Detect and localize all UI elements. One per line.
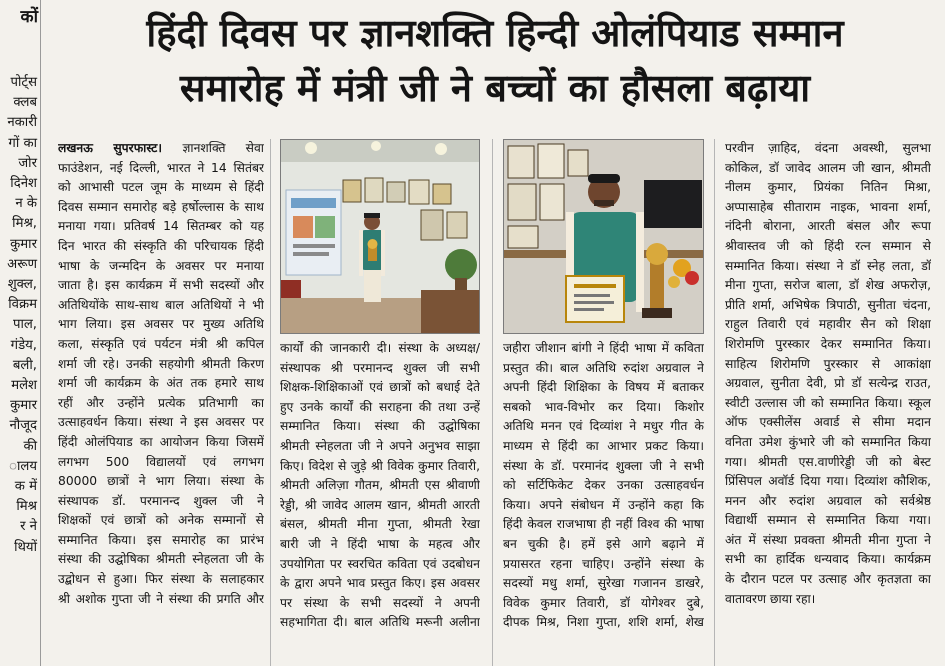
article-column-1	[58, 139, 264, 666]
text-line: वनिता उमेश कुंभारे जी को सम्मानित किया	[725, 434, 931, 449]
text-line: माध्यम से हिंदी का आभार प्रकट किया।	[503, 438, 704, 453]
text-line: को आभासी पटल जूम के माध्यम से हिंदी	[58, 180, 264, 195]
text-line: मनाया गया। प्रतिवर्ष 14 सितम्बर को यह	[58, 219, 264, 234]
fragment-line: पोर्ट्स	[10, 75, 37, 90]
text-line: प्रिंसिपल अवॉर्ड दिया गया। दिव्यांश कौशिक,	[725, 474, 931, 489]
text-line: विवेक कुमार तिवारी, डॉ योगेश्वर दुबे,	[503, 595, 704, 610]
text-line: सबको भाव-विभोर कर दिया। किशोर	[503, 399, 704, 414]
fragment-line: शुक्ल,	[7, 277, 37, 293]
column-divider	[492, 139, 493, 666]
fragment-line: थियों	[14, 539, 37, 555]
text-line: अपनी हिंदी शिक्षिका के विषय में बताकर	[503, 380, 704, 395]
text-line: कला, संस्कृति एवं पर्यटन मंत्री श्री कपिल	[58, 336, 264, 351]
fragment-line: मलेश	[11, 378, 37, 394]
article-column-2	[280, 339, 480, 666]
text-line: जहीरा जीशान बांगी ने हिंदी भाषा में कविता	[503, 341, 704, 355]
text-line: वातावरण छाया रहा।	[725, 591, 816, 606]
text-line: प्रस्तुत की। बाल अतिथि रुदांश अग्रवाल ने	[503, 360, 704, 375]
text-line: सभी का हार्दिक धन्यवाद किया। कार्यक्रम	[725, 552, 931, 567]
fragment-line: ालय	[9, 458, 37, 474]
text-line: नंदिनी बोराना, आरती बंसल और रूपा	[725, 219, 931, 234]
fragment-line: पाल,	[12, 317, 37, 333]
text-line: अतिथियोंके साथ-साथ बाल अतिथियों ने भी	[58, 297, 264, 312]
text-line: किए। विदेश से जुड़े श्री विवेक कुमार तिवारी,	[280, 458, 480, 473]
fragment-line: कुमार	[10, 398, 37, 414]
text-line	[58, 139, 264, 159]
text-line: साहित्य शिरोमणि पुरस्कार से आकांक्षा	[725, 356, 931, 371]
column-divider	[714, 139, 715, 666]
text-line: श्रीमती स्नेहलता जी ने अपने अनुभव साझा	[280, 438, 480, 453]
fragment-line: बली,	[12, 357, 37, 373]
text-line: कार्यों की जानकारी दी। संस्था के अध्यक्ष/	[280, 341, 480, 355]
text-line: शिक्षकों एवं छात्रों को अनेक सम्मानों से	[58, 513, 264, 528]
text-line: संस्थापक डॉ. परमानन्द शुक्ल जी ने	[58, 493, 264, 508]
text-line: किया। अपने संबोधन में उन्होंने कहा कि	[503, 497, 704, 512]
text-line: प्रयासरत रहना चाहिए। उन्होंने संस्था के	[503, 556, 704, 571]
text-line: संस्थापक श्री परमानन्द शुक्ल जी सभी	[280, 360, 480, 375]
headline-line-1: हिंदी दिवस पर ज्ञानशक्ति हिन्दी ओलंपियाड सम्मान	[146, 11, 844, 55]
text-line: ऑफ एक्सीलेंस अवार्ड से सीमा मदान	[725, 415, 931, 430]
text-line: स्वीटी उल्लास जी को सम्मानित किया। स्कूल	[725, 395, 931, 410]
fragment-line: मिश्र,	[12, 216, 37, 232]
text-line: सहभागिता दी। बाल अतिथि मरूनी अलीना	[280, 615, 480, 630]
text-line: हिंदी ओलंपियाड का आयोजन किया जिसमें	[58, 434, 264, 449]
text-line: अतिथि मनन एवं दिव्यांश ने मधुर गीत के	[503, 419, 704, 434]
photo-award-stage	[280, 139, 480, 334]
text-line: सम्मानित किया। इस समारोह का प्रारंभ	[58, 532, 264, 547]
text-line: भाग लिया। इस अवसर पर मुख्य अतिथि	[58, 317, 264, 332]
text-line: प्रीति शर्मा, अभिषेक त्रिपाठी, सुनीता चंदना,	[725, 297, 931, 312]
text-line: संस्था के डॉ. परमानंद शुक्ला जी ने सभी	[503, 458, 704, 473]
text-line: के द्वारा अपने भाव प्रस्तुत किए। इस अवसर	[280, 576, 480, 591]
text-line: लगभग 500 विद्यालयों एवं लगभग	[58, 454, 264, 469]
text-line: हुए उनके कार्यों की सराहना की तथा उन्हें	[280, 399, 480, 414]
fragment-line: न के	[15, 196, 37, 212]
text-line: बंसल, श्रीमती मीना गुप्ता, श्रीमती रेखा	[280, 517, 480, 532]
text-line: विद्यार्थी सम्मान से सम्मानित किया गया।	[725, 513, 931, 528]
article-column-4	[725, 139, 931, 666]
fragment-line: क्लब	[13, 95, 37, 111]
text-line: दिन भारत की संस्कृति की परिचायक हिंदी	[58, 238, 264, 253]
text-line: संस्था की उद्घोषिका श्रीमती स्नेहलता जी के	[58, 552, 264, 567]
fragment-line: क में	[14, 479, 37, 495]
fragment-line: दिनेश	[10, 176, 37, 192]
fragment-lines	[7, 73, 37, 558]
fragment-line: मिश्र	[16, 499, 37, 515]
text-line: रेड्डी, श्री जावेद आलम खान, श्रीमती आरती	[280, 497, 480, 512]
article-headline	[52, 6, 938, 116]
text-line: मनन और रुदांश अग्रवाल को सर्वश्रेष्ठ	[725, 493, 931, 508]
text-line: अग्रवाल, सुनीता देवी, प्रो डॉ सत्येन्द्र राउत,	[725, 376, 931, 391]
article-column-3	[503, 339, 704, 666]
text-line: शिरोमणि पुरस्कार देकर सम्मानित किया।	[725, 336, 931, 351]
text-line: उत्साहवर्धन किया। संस्था ने इस अवसर पर	[58, 415, 264, 430]
text-line: बारी जी ने हिंदी भाषा के महत्व और	[280, 536, 480, 551]
text-line: 80000 छात्रों ने भाग लिया। संस्था के	[58, 474, 264, 489]
fragment-line: अरूण	[7, 256, 37, 272]
text-line: पर संस्था के सभी सदस्यों ने अपनी	[280, 595, 480, 610]
text-line: अंत में संस्था प्रवक्ता श्रीमती मीना गुप्ता ने	[725, 532, 931, 547]
fragment-line: विक्रम	[8, 297, 37, 313]
fragment-line: नौजूद	[9, 418, 37, 434]
text-line: रहीं और उन्होंने प्रत्येक प्रतिभागी का	[58, 395, 264, 410]
photo-certificate-trophy	[503, 139, 704, 334]
fragment-line: की	[23, 438, 37, 454]
fragment-line: कुमार	[10, 236, 37, 252]
text-line: दिवस सम्मान समारोह बड़े हर्षोल्लास के साथ	[58, 199, 264, 214]
text-line: सम्मानित किया। संस्था की उद्घोषिका	[280, 419, 480, 434]
fragment-line: गंडेय,	[10, 337, 37, 353]
fragment-line: गों का	[8, 135, 37, 151]
text-line: कोकिल, डॉ जावेद आलम जी खान, श्रीमती	[725, 160, 931, 175]
text-line: फाउंडेशन, नई दिल्ली, भारत ने 14 सितंबर	[58, 160, 264, 175]
column-divider	[270, 139, 271, 666]
fragment-line: जोर	[18, 155, 37, 171]
previous-article-fragment	[0, 0, 41, 666]
text-line: के दौरान पटल पर उत्साह और कृतज्ञता का	[725, 572, 931, 587]
text-line: श्री अशोक गुप्ता जी ने संस्था की प्रगति और	[58, 591, 264, 606]
text-line: सदस्यों मधु शर्मा, सुरेखा गजानन डाखरे,	[503, 576, 704, 591]
text-line: शिक्षक-शिक्षिकाओं एवं छात्रों को बधाई देते	[280, 380, 480, 395]
text-line: सम्मानित किया। संस्था ने डॉ स्नेह लता, डॉ	[725, 258, 931, 273]
text-line: जाता है। इस कार्यक्रम में सभी सदस्यों और	[58, 278, 264, 293]
fragment-heading: कों	[20, 7, 38, 27]
text-line: परवीन ज़ाहिद, वंदना अवस्थी, सुलभा	[725, 141, 931, 155]
text-line: अप्पासाहेब सीताराम नाइक, भावना शर्मा,	[725, 199, 931, 214]
text-line: दीपक मिश्र, निशा गुप्ता, शशि शर्मा, शेख	[503, 615, 704, 630]
text-line: भाषा के जन्मदिन के अवसर पर मनाया	[58, 258, 264, 273]
text-line: को सर्टिफिकेट देकर उनका उत्साहवर्धन	[503, 478, 704, 493]
text-line: हिंदी केवल राजभाषा ही नहीं विश्व की भाषा	[503, 517, 704, 532]
text-line: राहुल तिवारी एवं महावीर सैन को शिक्षा	[725, 317, 931, 332]
text-line: श्रीवास्तव जी को हिंदी रत्न सम्मान से	[725, 238, 931, 253]
text-line: श्रीमती अलिज़ा गौतम, श्रीमती एस श्रीवाणी	[280, 478, 480, 493]
text-line: गया। श्रीमती एस.वाणीरेड्डी जी को बेस्ट	[725, 454, 931, 469]
text-line: उपयोगिता पर स्वरचित कविता एवं उदबोधन	[280, 556, 480, 571]
headline-line-2: समारोह में मंत्री जी ने बच्चों का हौसला बढ़ाया	[179, 66, 811, 110]
text-line-rest: ज्ञानशक्ति सेवा	[182, 141, 264, 155]
text-line: मीना गुप्ता, सरोज बाला, डॉ शेख अफरोज़,	[725, 278, 931, 293]
dateline: लखनऊ सुपरफास्ट।	[58, 141, 183, 155]
text-line: नीलम कुमार, प्रियंका नितिन मिश्रा,	[725, 180, 931, 195]
text-line: बन चुकी है। हमें इसे आगे बढ़ाने में	[503, 536, 704, 551]
fragment-line: नकारी	[7, 115, 37, 131]
text-line: शर्मा जी कार्यक्रम के अंत तक हमारे साथ	[58, 376, 264, 391]
text-line: उद्बोधन से हुआ। फिर संस्था के सलाहकार	[58, 572, 264, 587]
text-line: शर्मा जी रहे। उनकी सहयोगी श्रीमती किरण	[58, 356, 264, 371]
fragment-line: र ने	[20, 519, 37, 535]
